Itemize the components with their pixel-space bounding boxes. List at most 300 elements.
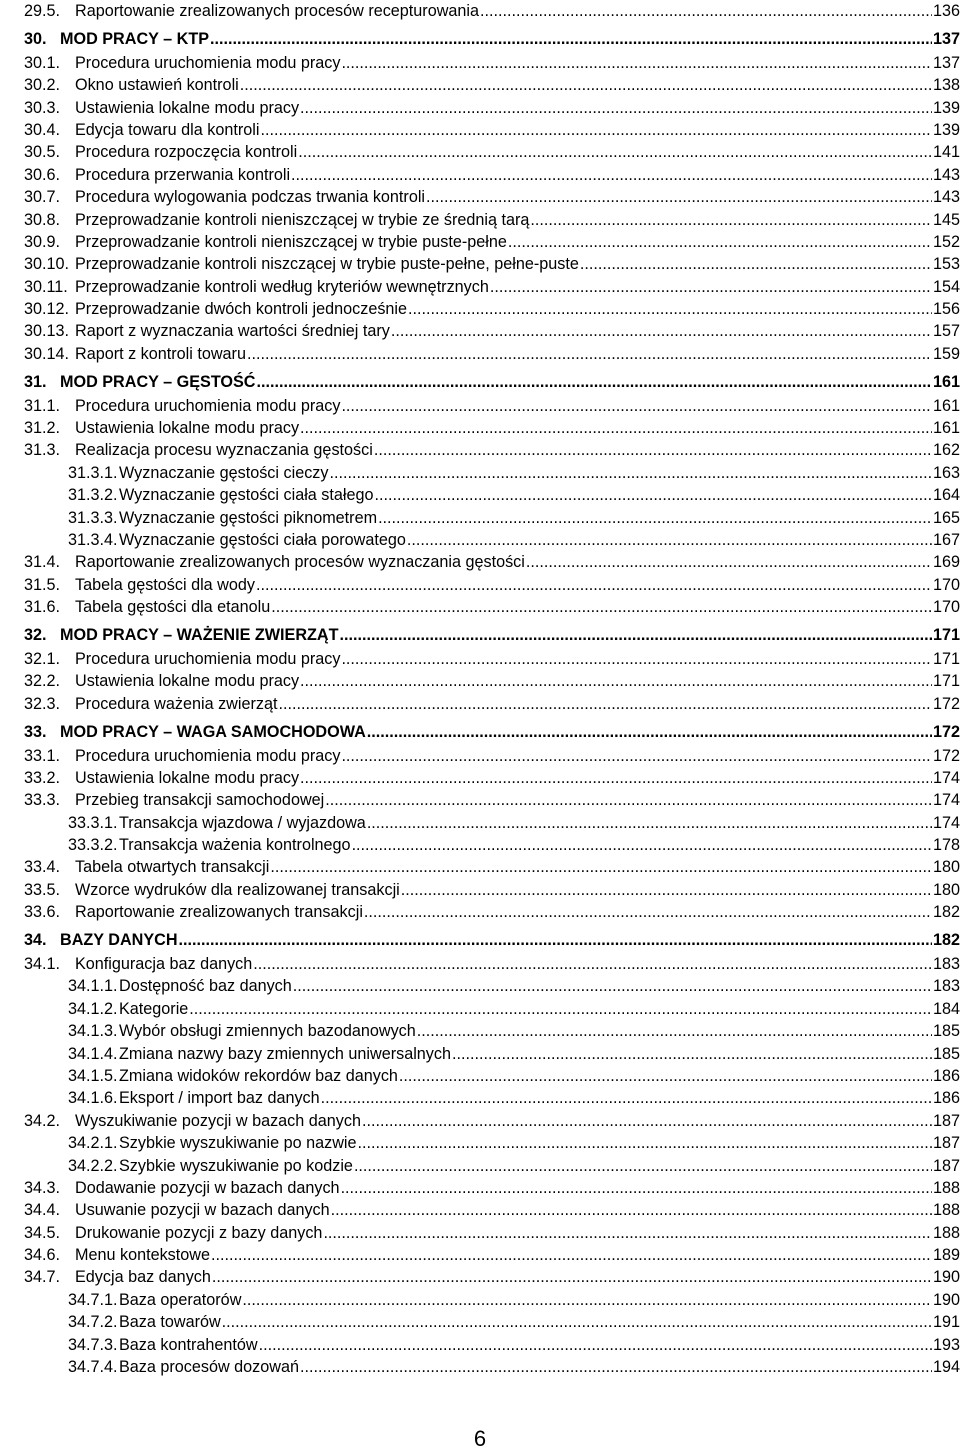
toc-entry-number: 32.1.: [24, 649, 61, 668]
toc-entry[interactable]: [24, 439, 960, 461]
toc-entry-number: 30.1.: [24, 53, 61, 72]
dot-leader: [530, 209, 932, 231]
toc-entry-page: 139: [932, 120, 960, 139]
toc-entry-title: Procedura uruchomienia modu pracy: [75, 396, 341, 415]
dot-leader: [452, 1043, 932, 1065]
toc-entry-title: Procedura uruchomienia modu pracy: [75, 746, 341, 765]
toc-entry-number: 33.6.: [24, 903, 61, 922]
dot-leader: [367, 721, 932, 743]
toc-entry[interactable]: [24, 529, 960, 551]
toc-entry-page: 184: [932, 999, 960, 1018]
toc-entry-number: 30.9.: [24, 232, 61, 251]
dot-leader: [298, 141, 932, 163]
dot-leader: [426, 186, 932, 208]
toc-entry[interactable]: [24, 929, 960, 951]
toc-entry[interactable]: [24, 164, 960, 186]
toc-entry[interactable]: [24, 551, 960, 573]
toc-entry-page: 162: [932, 441, 960, 460]
toc-entry-title: Menu kontekstowe: [75, 1246, 210, 1265]
dot-leader: [354, 1155, 932, 1177]
toc-entry-number: 34.: [24, 931, 47, 950]
dot-leader: [352, 834, 932, 856]
dot-leader: [321, 1087, 932, 1109]
toc-entry[interactable]: [24, 1356, 960, 1378]
toc-entry-number: 31.3.4.: [68, 530, 118, 549]
toc-entry[interactable]: [24, 28, 960, 50]
toc-entry-number: 30.: [24, 29, 47, 48]
toc-entry[interactable]: [24, 998, 960, 1020]
toc-entry-page: 188: [932, 1223, 960, 1242]
dot-leader: [300, 767, 932, 789]
toc-entry-title: Procedura przerwania kontroli: [75, 165, 291, 184]
toc-entry[interactable]: [24, 670, 960, 692]
toc-entry-number: 34.3.: [24, 1178, 61, 1197]
toc-entry-title: Eksport / import baz danych: [119, 1089, 320, 1108]
toc-entry-page: 170: [932, 575, 960, 594]
dot-leader: [341, 52, 932, 74]
toc-entry-number: 32.2.: [24, 672, 61, 691]
dot-leader: [341, 395, 932, 417]
toc-entry-title: Raportowanie zrealizowanych procesów recepturowania: [75, 2, 479, 20]
toc-entry-number: 31.4.: [24, 553, 61, 572]
toc-entry[interactable]: [24, 276, 960, 298]
toc-entry[interactable]: [24, 343, 960, 365]
toc-entry[interactable]: [24, 1110, 960, 1132]
dot-leader: [300, 1356, 932, 1378]
toc-entry-number: 31.3.3.: [68, 508, 118, 527]
toc-entry[interactable]: [24, 209, 960, 231]
toc-entry-page: 185: [932, 1022, 960, 1041]
toc-entry-number: 30.12.: [24, 300, 70, 319]
toc-entry[interactable]: [24, 767, 960, 789]
toc-entry-number: 34.7.1.: [68, 1290, 118, 1309]
toc-entry-number: 31.1.: [24, 396, 61, 415]
toc-entry-page: 182: [932, 903, 960, 922]
dot-leader: [189, 998, 932, 1020]
dot-leader: [212, 1266, 932, 1288]
dot-leader: [300, 670, 932, 692]
toc-entry-page: 165: [932, 508, 960, 527]
toc-entry-page: 137: [932, 53, 960, 72]
toc-entry-number: 31.3.1.: [68, 463, 118, 482]
toc-entry-title: Edycja baz danych: [75, 1268, 211, 1287]
toc-entry[interactable]: [24, 298, 960, 320]
toc-entry-title: Baza operatorów: [119, 1290, 242, 1309]
toc-entry-number: 33.5.: [24, 880, 61, 899]
toc-entry-page: 154: [932, 277, 960, 296]
toc-entry-number: 34.1.6.: [68, 1089, 118, 1108]
toc-entry[interactable]: [24, 834, 960, 856]
toc-entry-number: 34.2.: [24, 1111, 61, 1130]
toc-entry-page: 193: [932, 1335, 960, 1354]
toc-entry-title: Ustawienia lokalne modu pracy: [75, 672, 300, 691]
dot-leader: [222, 1311, 932, 1333]
toc-entry-number: 33.: [24, 722, 47, 741]
toc-entry-title: Procedura uruchomienia modu pracy: [75, 53, 341, 72]
toc-entry-title: Zmiana widoków rekordów baz danych: [119, 1066, 398, 1085]
toc-entry-number: 34.7.3.: [68, 1335, 118, 1354]
toc-entry[interactable]: [24, 1199, 960, 1221]
toc-entry-page: 191: [932, 1313, 960, 1332]
toc-entry-page: 187: [932, 1156, 960, 1175]
dot-leader: [401, 879, 932, 901]
toc-entry[interactable]: [24, 856, 960, 878]
toc-entry-page: 187: [932, 1134, 960, 1153]
toc-entry-number: 33.3.1.: [68, 813, 118, 832]
toc-entry-page: 187: [932, 1111, 960, 1130]
toc-entry-title: Wyszukiwanie pozycji w bazach danych: [75, 1111, 361, 1130]
toc-entry-title: MOD PRACY – WAŻENIE ZWIERZĄT: [60, 626, 339, 645]
toc-entry-title: Transakcja wjazdowa / wyjazdowa: [119, 813, 366, 832]
toc-entry-number: 32.: [24, 626, 47, 645]
toc-entry-number: 30.5.: [24, 143, 61, 162]
dot-leader: [417, 1020, 932, 1042]
dot-leader: [259, 1334, 932, 1356]
dot-leader: [240, 74, 932, 96]
toc-entry-title: Raport z kontroli towaru: [75, 344, 246, 363]
toc-entry[interactable]: [24, 648, 960, 670]
toc-entry-number: 34.7.: [24, 1268, 61, 1287]
toc-entry-page: 182: [932, 931, 960, 950]
toc-entry-number: 30.8.: [24, 210, 61, 229]
dot-leader: [508, 231, 932, 253]
toc-entry-number: 34.1.3.: [68, 1022, 118, 1041]
toc-entry-page: 167: [932, 530, 960, 549]
toc-entry-page: 161: [932, 419, 960, 438]
toc-entry[interactable]: [24, 1087, 960, 1109]
toc-entry[interactable]: [24, 371, 960, 393]
dot-leader: [325, 789, 932, 811]
toc-entry-page: 183: [932, 977, 960, 996]
toc-entry[interactable]: [24, 1334, 960, 1356]
dot-leader: [329, 462, 932, 484]
dot-leader: [291, 164, 932, 186]
dot-leader: [378, 507, 932, 529]
dot-leader: [340, 624, 932, 646]
toc-entry[interactable]: [24, 1020, 960, 1042]
toc-entry-number: 34.2.2.: [68, 1156, 118, 1175]
toc-entry-page: 152: [932, 232, 960, 251]
toc-entry-title: MOD PRACY – KTP: [60, 29, 210, 48]
page-number: 6: [473, 1426, 487, 1451]
toc-entry-title: Wyznaczanie gęstości piknometrem: [119, 508, 378, 527]
toc-entry[interactable]: [24, 1289, 960, 1311]
toc-entry-title: Tabela gęstości dla etanolu: [75, 598, 271, 617]
toc-entry-number: 34.5.: [24, 1223, 61, 1242]
toc-entry-page: 143: [932, 165, 960, 184]
toc-entry-title: Drukowanie pozycji z bazy danych: [75, 1223, 323, 1242]
toc-entry-number: 34.1.1.: [68, 977, 118, 996]
toc-entry-number: 30.2.: [24, 76, 61, 95]
toc-entry-page: 172: [932, 694, 960, 713]
toc-entry[interactable]: [24, 1222, 960, 1244]
dot-leader: [362, 1110, 932, 1132]
toc-entry-number: 31.: [24, 372, 47, 391]
toc-entry-title: Baza kontrahentów: [119, 1335, 258, 1354]
toc-entry-number: 31.2.: [24, 419, 61, 438]
toc-entry[interactable]: [24, 74, 960, 96]
dot-leader: [490, 276, 932, 298]
toc-entry-title: Wybór obsługi zmiennych bazodanowych: [119, 1022, 416, 1041]
toc-entry-number: 34.2.1.: [68, 1134, 118, 1153]
dot-leader: [253, 953, 932, 975]
toc-entry-title: Ustawienia lokalne modu pracy: [75, 98, 300, 117]
toc-entry-page: 174: [932, 768, 960, 787]
dot-leader: [374, 439, 932, 461]
toc-entry[interactable]: [24, 1132, 960, 1154]
dot-leader: [391, 320, 932, 342]
toc-entry-title: Edycja towaru dla kontroli: [75, 120, 260, 139]
toc-entry[interactable]: [24, 231, 960, 253]
toc-entry-title: Ustawienia lokalne modu pracy: [75, 419, 300, 438]
toc-entry[interactable]: [24, 596, 960, 618]
toc-entry-page: 169: [932, 553, 960, 572]
toc-entry-page: 164: [932, 486, 960, 505]
toc-entry-title: Przeprowadzanie kontroli według kryteriów wewnętrznych: [75, 277, 489, 296]
dot-leader: [270, 856, 932, 878]
toc-entry-title: Przeprowadzanie kontroli nieniszczącej w trybie ze średnią tarą: [75, 210, 530, 229]
toc-entry-title: MOD PRACY – WAGA SAMOCHODOWA: [60, 722, 366, 741]
toc-entry-number: 30.7.: [24, 188, 61, 207]
toc-entry-number: 30.4.: [24, 120, 61, 139]
toc-entry-number: 33.3.: [24, 791, 61, 810]
toc-entry-page: 137: [932, 29, 960, 48]
toc-entry[interactable]: [24, 812, 960, 834]
toc-entry-number: 33.4.: [24, 858, 61, 877]
toc-entry-title: Przeprowadzanie kontroli niszczącej w trybie puste-pełne, pełne-puste: [75, 255, 579, 274]
toc-entry-page: 172: [932, 746, 960, 765]
toc-entry[interactable]: [24, 953, 960, 975]
toc-entry-page: 186: [932, 1066, 960, 1085]
toc-entry-page: 153: [932, 255, 960, 274]
toc-entry-number: 34.1.5.: [68, 1066, 118, 1085]
toc-entry-number: 34.1.2.: [68, 999, 118, 1018]
toc-entry[interactable]: [24, 789, 960, 811]
toc-entry-number: 30.3.: [24, 98, 61, 117]
dot-leader: [278, 693, 932, 715]
toc-entry-number: 31.5.: [24, 575, 61, 594]
toc-entry[interactable]: [24, 901, 960, 923]
dot-leader: [242, 1289, 932, 1311]
toc-entry-page: 171: [932, 672, 960, 691]
toc-entry-title: Wyznaczanie gęstości ciała porowatego: [119, 530, 406, 549]
toc-entry[interactable]: [24, 1065, 960, 1087]
toc-entry-page: 174: [932, 791, 960, 810]
toc-entry-title: Realizacja procesu wyznaczania gęstości: [75, 441, 373, 460]
dot-leader: [399, 1065, 932, 1087]
toc-entry-number: 34.4.: [24, 1201, 61, 1220]
dot-leader: [260, 119, 932, 141]
dot-leader: [341, 648, 932, 670]
toc-entry-title: Usuwanie pozycji w bazach danych: [75, 1201, 330, 1220]
dot-leader: [210, 28, 932, 50]
toc-entry[interactable]: [24, 186, 960, 208]
toc-entry-title: Raportowanie zrealizowanych transakcji: [75, 903, 363, 922]
toc-entry-title: Szybkie wyszukiwanie po kodzie: [119, 1156, 353, 1175]
dot-leader: [364, 901, 932, 923]
toc-entry-page: 190: [932, 1290, 960, 1309]
dot-leader: [408, 298, 932, 320]
dot-leader: [367, 812, 932, 834]
toc-entry-page: 178: [932, 836, 960, 855]
toc-entry-page: 186: [932, 1089, 960, 1108]
toc-entry[interactable]: [24, 507, 960, 529]
toc-entry-page: 145: [932, 210, 960, 229]
toc-entry-title: Wyznaczanie gęstości ciała stałego: [119, 486, 374, 505]
toc-entry-title: Tabela otwartych transakcji: [75, 858, 270, 877]
dot-leader: [480, 0, 932, 22]
toc-entry[interactable]: [24, 1155, 960, 1177]
toc-entry-page: 156: [932, 300, 960, 319]
toc-entry[interactable]: [24, 119, 960, 141]
toc-entry-title: Przebieg transakcji samochodowej: [75, 791, 325, 810]
toc-entry[interactable]: [24, 574, 960, 596]
toc-entry[interactable]: [24, 624, 960, 646]
toc-entry-title: Wyznaczanie gęstości cieczy: [119, 463, 329, 482]
toc-entry-title: Transakcja ważenia kontrolnego: [119, 836, 351, 855]
toc-entry[interactable]: [24, 320, 960, 342]
toc-entry-page: 161: [932, 396, 960, 415]
toc-entry-number: 30.14.: [24, 344, 70, 363]
toc-entry[interactable]: [24, 417, 960, 439]
toc-entry-title: Dostępność baz danych: [119, 977, 292, 996]
toc-entry-title: MOD PRACY – GĘSTOŚĆ: [60, 372, 256, 391]
toc-entry-page: 138: [932, 76, 960, 95]
toc-entry-number: 31.6.: [24, 598, 61, 617]
toc-entry-number: 30.11.: [24, 277, 68, 296]
toc-entry-title: Baza procesów dozowań: [119, 1358, 299, 1377]
toc-entry[interactable]: [24, 693, 960, 715]
dot-leader: [526, 551, 932, 573]
toc-entry-page: 183: [932, 955, 960, 974]
toc-entry-title: Procedura wylogowania podczas trwania kontroli: [75, 188, 426, 207]
toc-entry-page: 170: [932, 598, 960, 617]
toc-entry-title: Szybkie wyszukiwanie po nazwie: [119, 1134, 357, 1153]
toc-entry[interactable]: [24, 141, 960, 163]
dot-leader: [375, 484, 932, 506]
dot-leader: [257, 371, 932, 393]
toc-entry-number: 34.7.4.: [68, 1358, 118, 1377]
toc-entry[interactable]: [24, 1043, 960, 1065]
toc-entry[interactable]: [24, 253, 960, 275]
toc-entry-page: 161: [932, 372, 960, 391]
dot-leader: [323, 1222, 932, 1244]
toc-entry-page: 143: [932, 188, 960, 207]
toc-entry[interactable]: [24, 484, 960, 506]
toc-entry-title: Baza towarów: [119, 1313, 221, 1332]
dot-leader: [407, 529, 932, 551]
toc-entry[interactable]: [24, 975, 960, 997]
toc-entry-page: 172: [932, 722, 960, 741]
toc-entry[interactable]: [24, 1311, 960, 1333]
toc-entry-page: 188: [932, 1201, 960, 1220]
toc-entry-page: 188: [932, 1178, 960, 1197]
toc-entry-number: 34.6.: [24, 1246, 61, 1265]
toc-entry-title: Przeprowadzanie kontroli nieniszczącej w trybie puste-pełne: [75, 232, 507, 251]
dot-leader: [256, 574, 932, 596]
toc-entry-number: 33.1.: [24, 746, 61, 765]
toc-entry-title: Okno ustawień kontroli: [75, 76, 239, 95]
toc-entry-page: 190: [932, 1268, 960, 1287]
toc-entry[interactable]: [24, 1266, 960, 1288]
toc-entry-number: 33.2.: [24, 768, 61, 787]
dot-leader: [271, 596, 932, 618]
toc-entry-title: Kategorie: [119, 999, 189, 1018]
toc-entry-title: Ustawienia lokalne modu pracy: [75, 768, 300, 787]
toc-entry-page: 189: [932, 1246, 960, 1265]
toc-entry[interactable]: [24, 52, 960, 74]
dot-leader: [341, 1177, 932, 1199]
toc-entry-page: 157: [932, 322, 960, 341]
toc-entry-title: Dodawanie pozycji w bazach danych: [75, 1178, 340, 1197]
toc-entry[interactable]: [24, 0, 960, 22]
toc-entry-number: 30.6.: [24, 165, 61, 184]
toc-entry-number: 34.7.2.: [68, 1313, 118, 1332]
toc-entry-number: 32.3.: [24, 694, 61, 713]
toc-entry[interactable]: [24, 745, 960, 767]
toc-entry-title: BAZY DANYCH: [60, 931, 178, 950]
toc-entry-title: Raport z wyznaczania wartości średniej tary: [75, 322, 390, 341]
toc-entry[interactable]: [24, 462, 960, 484]
dot-leader: [211, 1244, 932, 1266]
toc-entry-page: 163: [932, 463, 960, 482]
dot-leader: [580, 253, 932, 275]
toc-entry-page: 185: [932, 1044, 960, 1063]
toc-entry-title: Raportowanie zrealizowanych procesów wyznaczania gęstości: [75, 553, 525, 572]
toc-entry-page: 171: [932, 649, 960, 668]
toc-entry-number: 34.1.: [24, 955, 61, 974]
toc-entry-page: 136: [932, 2, 960, 20]
toc-entry-page: 139: [932, 98, 960, 117]
dot-leader: [300, 417, 932, 439]
dot-leader: [331, 1199, 932, 1221]
toc-entry[interactable]: [24, 97, 960, 119]
toc-entry-title: Zmiana nazwy bazy zmiennych uniwersalnych: [119, 1044, 451, 1063]
toc-entry-title: Tabela gęstości dla wody: [75, 575, 255, 594]
toc-entry-page: 159: [932, 344, 960, 363]
toc-entry-title: Procedura ważenia zwierząt: [75, 694, 278, 713]
toc-entry-number: 31.3.2.: [68, 486, 118, 505]
toc-entry-number: 31.3.: [24, 441, 61, 460]
toc-entry-number: 34.1.4.: [68, 1044, 118, 1063]
dot-leader: [358, 1132, 932, 1154]
toc-entry[interactable]: [24, 1177, 960, 1199]
toc-entry-number: 30.10.: [24, 255, 70, 274]
toc-entry-number: 33.3.2.: [68, 836, 118, 855]
toc-entry-page: 174: [932, 813, 960, 832]
toc-entry[interactable]: [24, 395, 960, 417]
toc-entry-title: Konfiguracja baz danych: [75, 955, 253, 974]
dot-leader: [247, 343, 932, 365]
toc-entry-page: 171: [932, 626, 960, 645]
dot-leader: [293, 975, 932, 997]
table-of-contents: [24, 0, 960, 1378]
toc-entry-title: Przeprowadzanie dwóch kontroli jednocześnie: [75, 300, 408, 319]
toc-entry-page: 194: [932, 1358, 960, 1377]
toc-entry-title: Procedura uruchomienia modu pracy: [75, 649, 341, 668]
toc-entry-title: Wzorce wydruków dla realizowanej transakcji: [75, 880, 400, 899]
toc-entry-title: Procedura rozpoczęcia kontroli: [75, 143, 298, 162]
dot-leader: [179, 929, 932, 951]
toc-entry[interactable]: [24, 721, 960, 743]
toc-entry-page: 180: [932, 858, 960, 877]
toc-entry[interactable]: [24, 1244, 960, 1266]
toc-entry-number: 29.5.: [24, 2, 61, 20]
toc-entry-page: 180: [932, 880, 960, 899]
toc-entry-page: 141: [932, 143, 960, 162]
toc-entry[interactable]: [24, 879, 960, 901]
dot-leader: [300, 97, 932, 119]
